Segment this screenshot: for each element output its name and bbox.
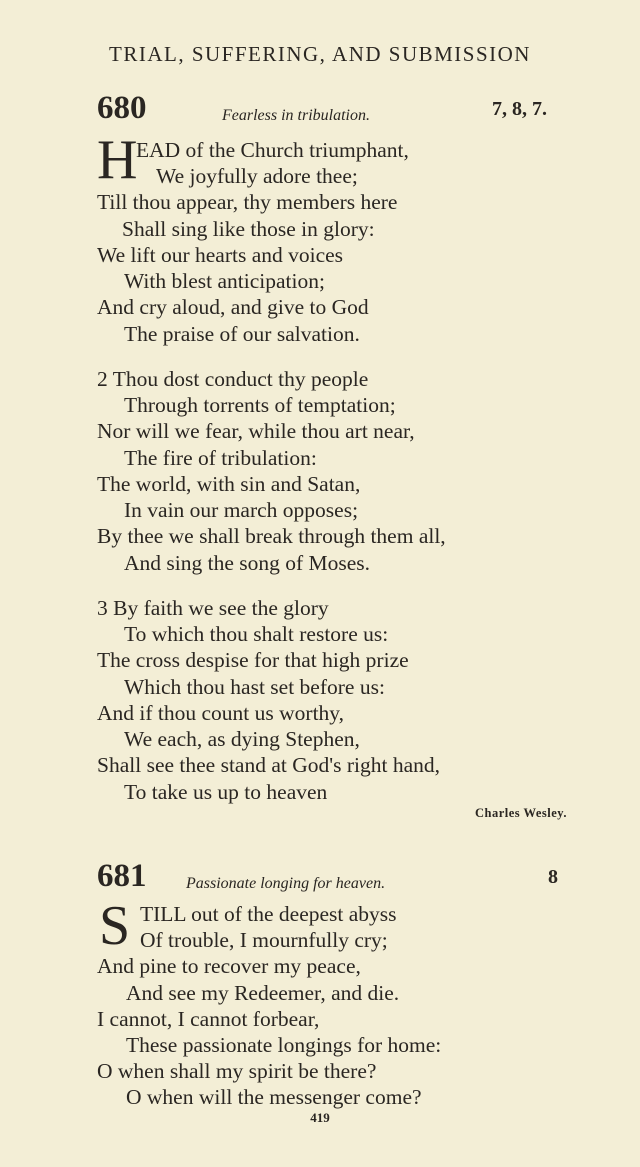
verse-line: EAD of the Church triumphant, — [136, 138, 409, 162]
verse-line: And pine to recover my peace, — [97, 954, 361, 978]
verse-line: Till thou appear, thy members here — [97, 190, 398, 214]
verse-line: In vain our march opposes; — [124, 498, 359, 522]
verse-line: 2 Thou dost conduct thy people — [97, 367, 369, 391]
verse-line: TILL out of the deepest abyss — [140, 902, 397, 926]
verse-line: O when shall my spirit be there? — [97, 1059, 377, 1083]
verse-line: The world, with sin and Satan, — [97, 472, 361, 496]
hymn-number: 680 — [97, 90, 147, 126]
hymn-meter: 7, 8, 7. — [492, 98, 547, 120]
verse-line: To which thou shalt restore us: — [124, 622, 389, 646]
hymn-author: Charles Wesley. — [475, 806, 567, 820]
verse-line: The praise of our salvation. — [124, 322, 360, 346]
hymn-681-heading — [0, 858, 640, 898]
hymn-title: Passionate longing for heaven. — [186, 875, 386, 892]
page-number: 419 — [310, 1110, 330, 1125]
verse-line: And if thou count us worthy, — [97, 701, 345, 725]
verse-line: Shall see thee stand at God's right hand, — [97, 753, 441, 777]
verse-line: And see my Redeemer, and die. — [126, 981, 400, 1005]
verse-line: Of trouble, I mournfully cry; — [140, 928, 388, 952]
verse-line: To take us up to heaven — [124, 780, 328, 804]
verse-line: The cross despise for that high prize — [97, 648, 409, 672]
verse-line: These passionate longings for home: — [126, 1033, 442, 1057]
verse-line: By thee we shall break through them all, — [97, 524, 446, 548]
verse-line: I cannot, I cannot forbear, — [97, 1007, 320, 1031]
section-header: TRIAL, SUFFERING, AND SUBMISSION — [109, 42, 531, 66]
drop-cap: H — [97, 129, 138, 191]
drop-cap: S — [99, 895, 131, 957]
verse-line: With blest anticipation; — [124, 269, 325, 293]
verse-line: We lift our hearts and voices — [97, 243, 344, 267]
hymn-number: 681 — [97, 858, 147, 894]
verse-line: We each, as dying Stephen, — [124, 727, 360, 751]
verse-line: 3 By faith we see the glory — [97, 596, 329, 620]
verse-line: And sing the song of Moses. — [124, 551, 371, 575]
verse-line: The fire of tribulation: — [124, 446, 317, 470]
verse-line: And cry aloud, and give to God — [97, 295, 369, 319]
verse-line: Shall sing like those in glory: — [122, 217, 375, 241]
verse-line: We joyfully adore thee; — [156, 164, 358, 188]
verse-line: O when will the messenger come? — [126, 1085, 422, 1109]
verse-line: Through torrents of temptation; — [124, 393, 396, 417]
verse-line: Nor will we fear, while thou art near, — [97, 419, 415, 443]
hymn-meter: 8 — [548, 866, 558, 888]
verse-line: Which thou hast set before us: — [124, 675, 385, 699]
hymn-680-heading — [0, 90, 640, 130]
hymn-title: Fearless in tribulation. — [222, 107, 370, 124]
